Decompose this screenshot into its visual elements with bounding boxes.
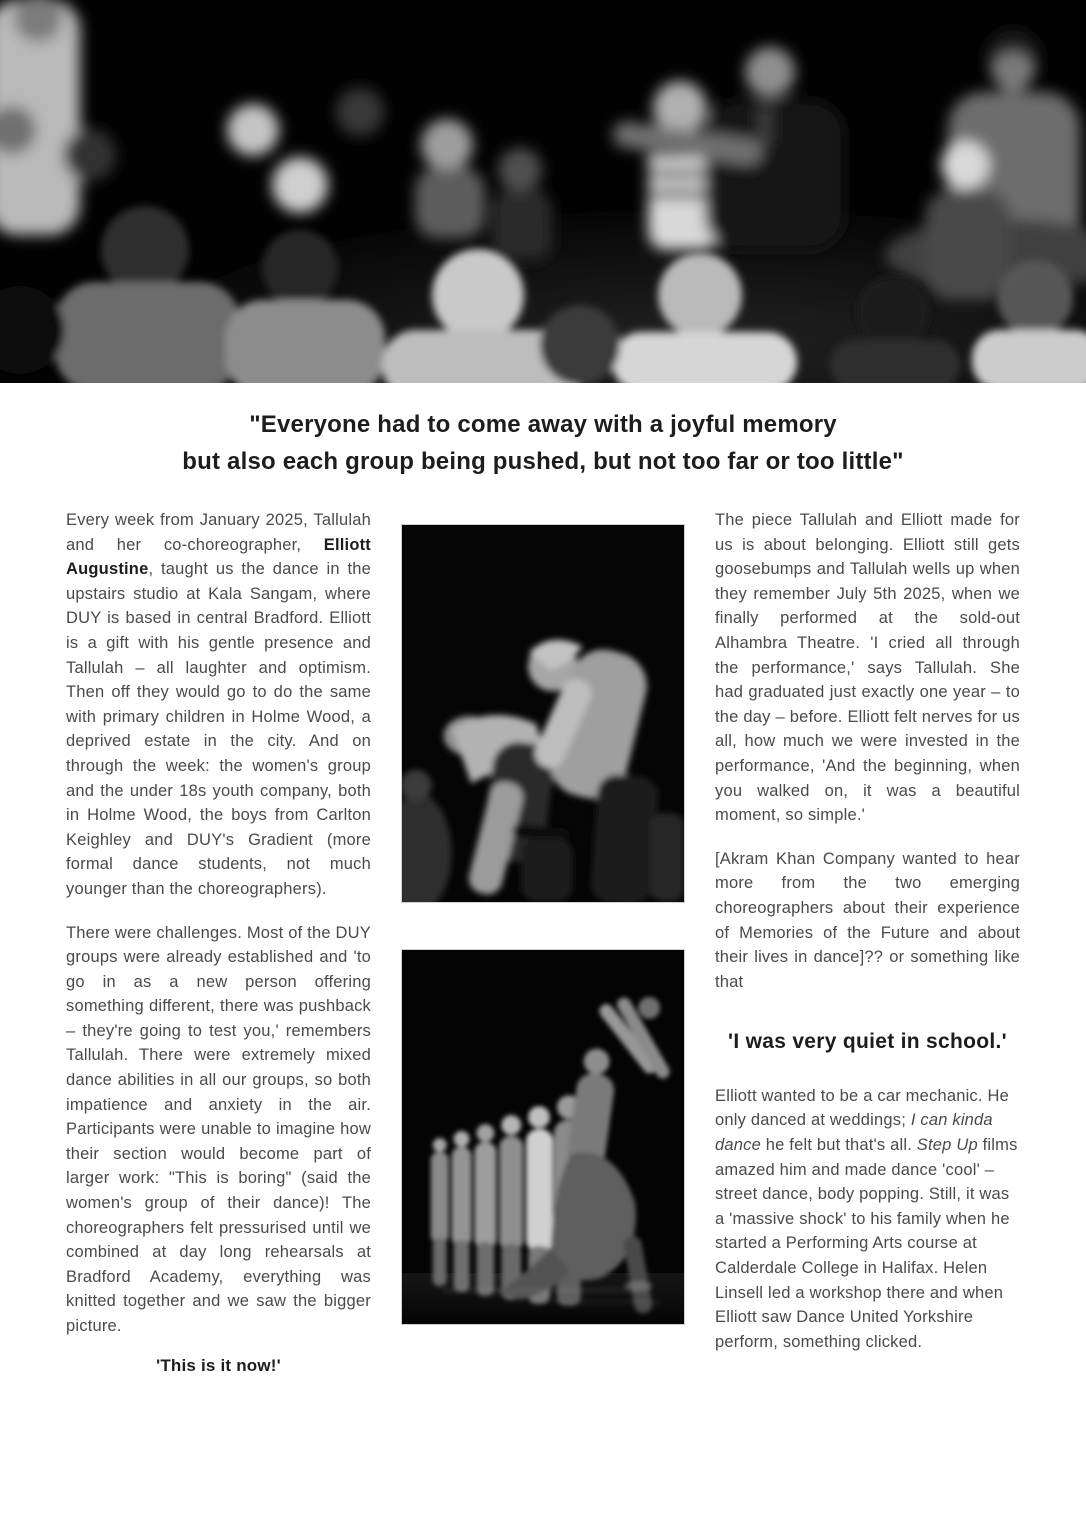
quiet-in-school-subheading: 'I was very quiet in school.' <box>728 1030 1007 1054</box>
left-paragraph-1: Every week from January 2025, Tallulah and her co-choreographer, Elliott Augustine, taught us the dance in the upstairs studio at Kala Sangam, where DUY is based in central Bradford. Elliott is a gift with his gentle presence and Tallulah – all laughter and optimism. Then off they would go to do the same with primary children in Holme Wood, a deprived estate in the city. And on through the week: the women's group and the under 18s youth company, both in Holme Wood, the boys from Carlton Keighley and DUY's Gradient (more formal dance students, not much younger than the choreographers). <box>66 511 371 898</box>
dancers-line-photo <box>401 949 685 1325</box>
dancers-leaning-photo <box>401 524 685 903</box>
right-paragraph-2: [Akram Khan Company wanted to hear more from the two emerging choreographers about their experience of Memories of the Future and about their lives in dance]?? or something like that <box>715 849 1020 991</box>
pull-quote-line-1: "Everyone had to come away with a joyful memory <box>249 411 837 438</box>
workshop-circle-photo <box>0 0 1086 383</box>
pull-quote-line-2: but also each group being pushed, but not too far or too little" <box>182 448 904 475</box>
photo-column <box>401 508 685 1378</box>
right-paragraph-1: The piece Tallulah and Elliott made for us is about belonging. Elliott still gets goosebumps and Tallulah wells up when they remember July 5th 2025, when we finally performed at the sold-out Alhambra Theatre. 'I cried all through the performance,' says Tallulah. She had graduated just exactly one year – to the day – before. Elliott felt nerves for us all, how much we were invested in the performance, 'And the beginning, when you walked on, it was a beautiful moment, so simple.' <box>715 511 1020 825</box>
right-text-column <box>715 508 1020 1378</box>
article-body <box>0 508 1086 1378</box>
this-is-it-now-callout: 'This is it now!' <box>156 1355 281 1375</box>
left-paragraph-2: There were challenges. Most of the DUY groups were already established and 'to go in as a new person offering something different, there was pushback – they're going to test you,' remembers Tallulah. There were extremely mixed dance abilities in all our groups, so both impatience and anxiety in the air. Participants were unable to imagine how their section would become part of larger work: "This is boring" (said the women's group of their dance)! The choreographers felt pressurised until we combined at day long rehearsals at Bradford Academy, everything was knitted together and we saw the bigger picture. <box>66 923 371 1335</box>
pull-quote <box>40 406 1046 480</box>
left-text-column <box>66 508 371 1378</box>
right-paragraph-3: Elliott wanted to be a car mechanic. He only danced at weddings; I can kinda dance he felt but that's all. Step Up films amazed him and made dance 'cool' – street dance, body popping. Still, it was a 'massive shock' to his family when he started a Performing Arts course at Calderdale College in Halifax. Helen Linsell led a workshop there and when Elliott saw Dance United Yorkshire perform, something clicked. <box>715 1086 1018 1351</box>
